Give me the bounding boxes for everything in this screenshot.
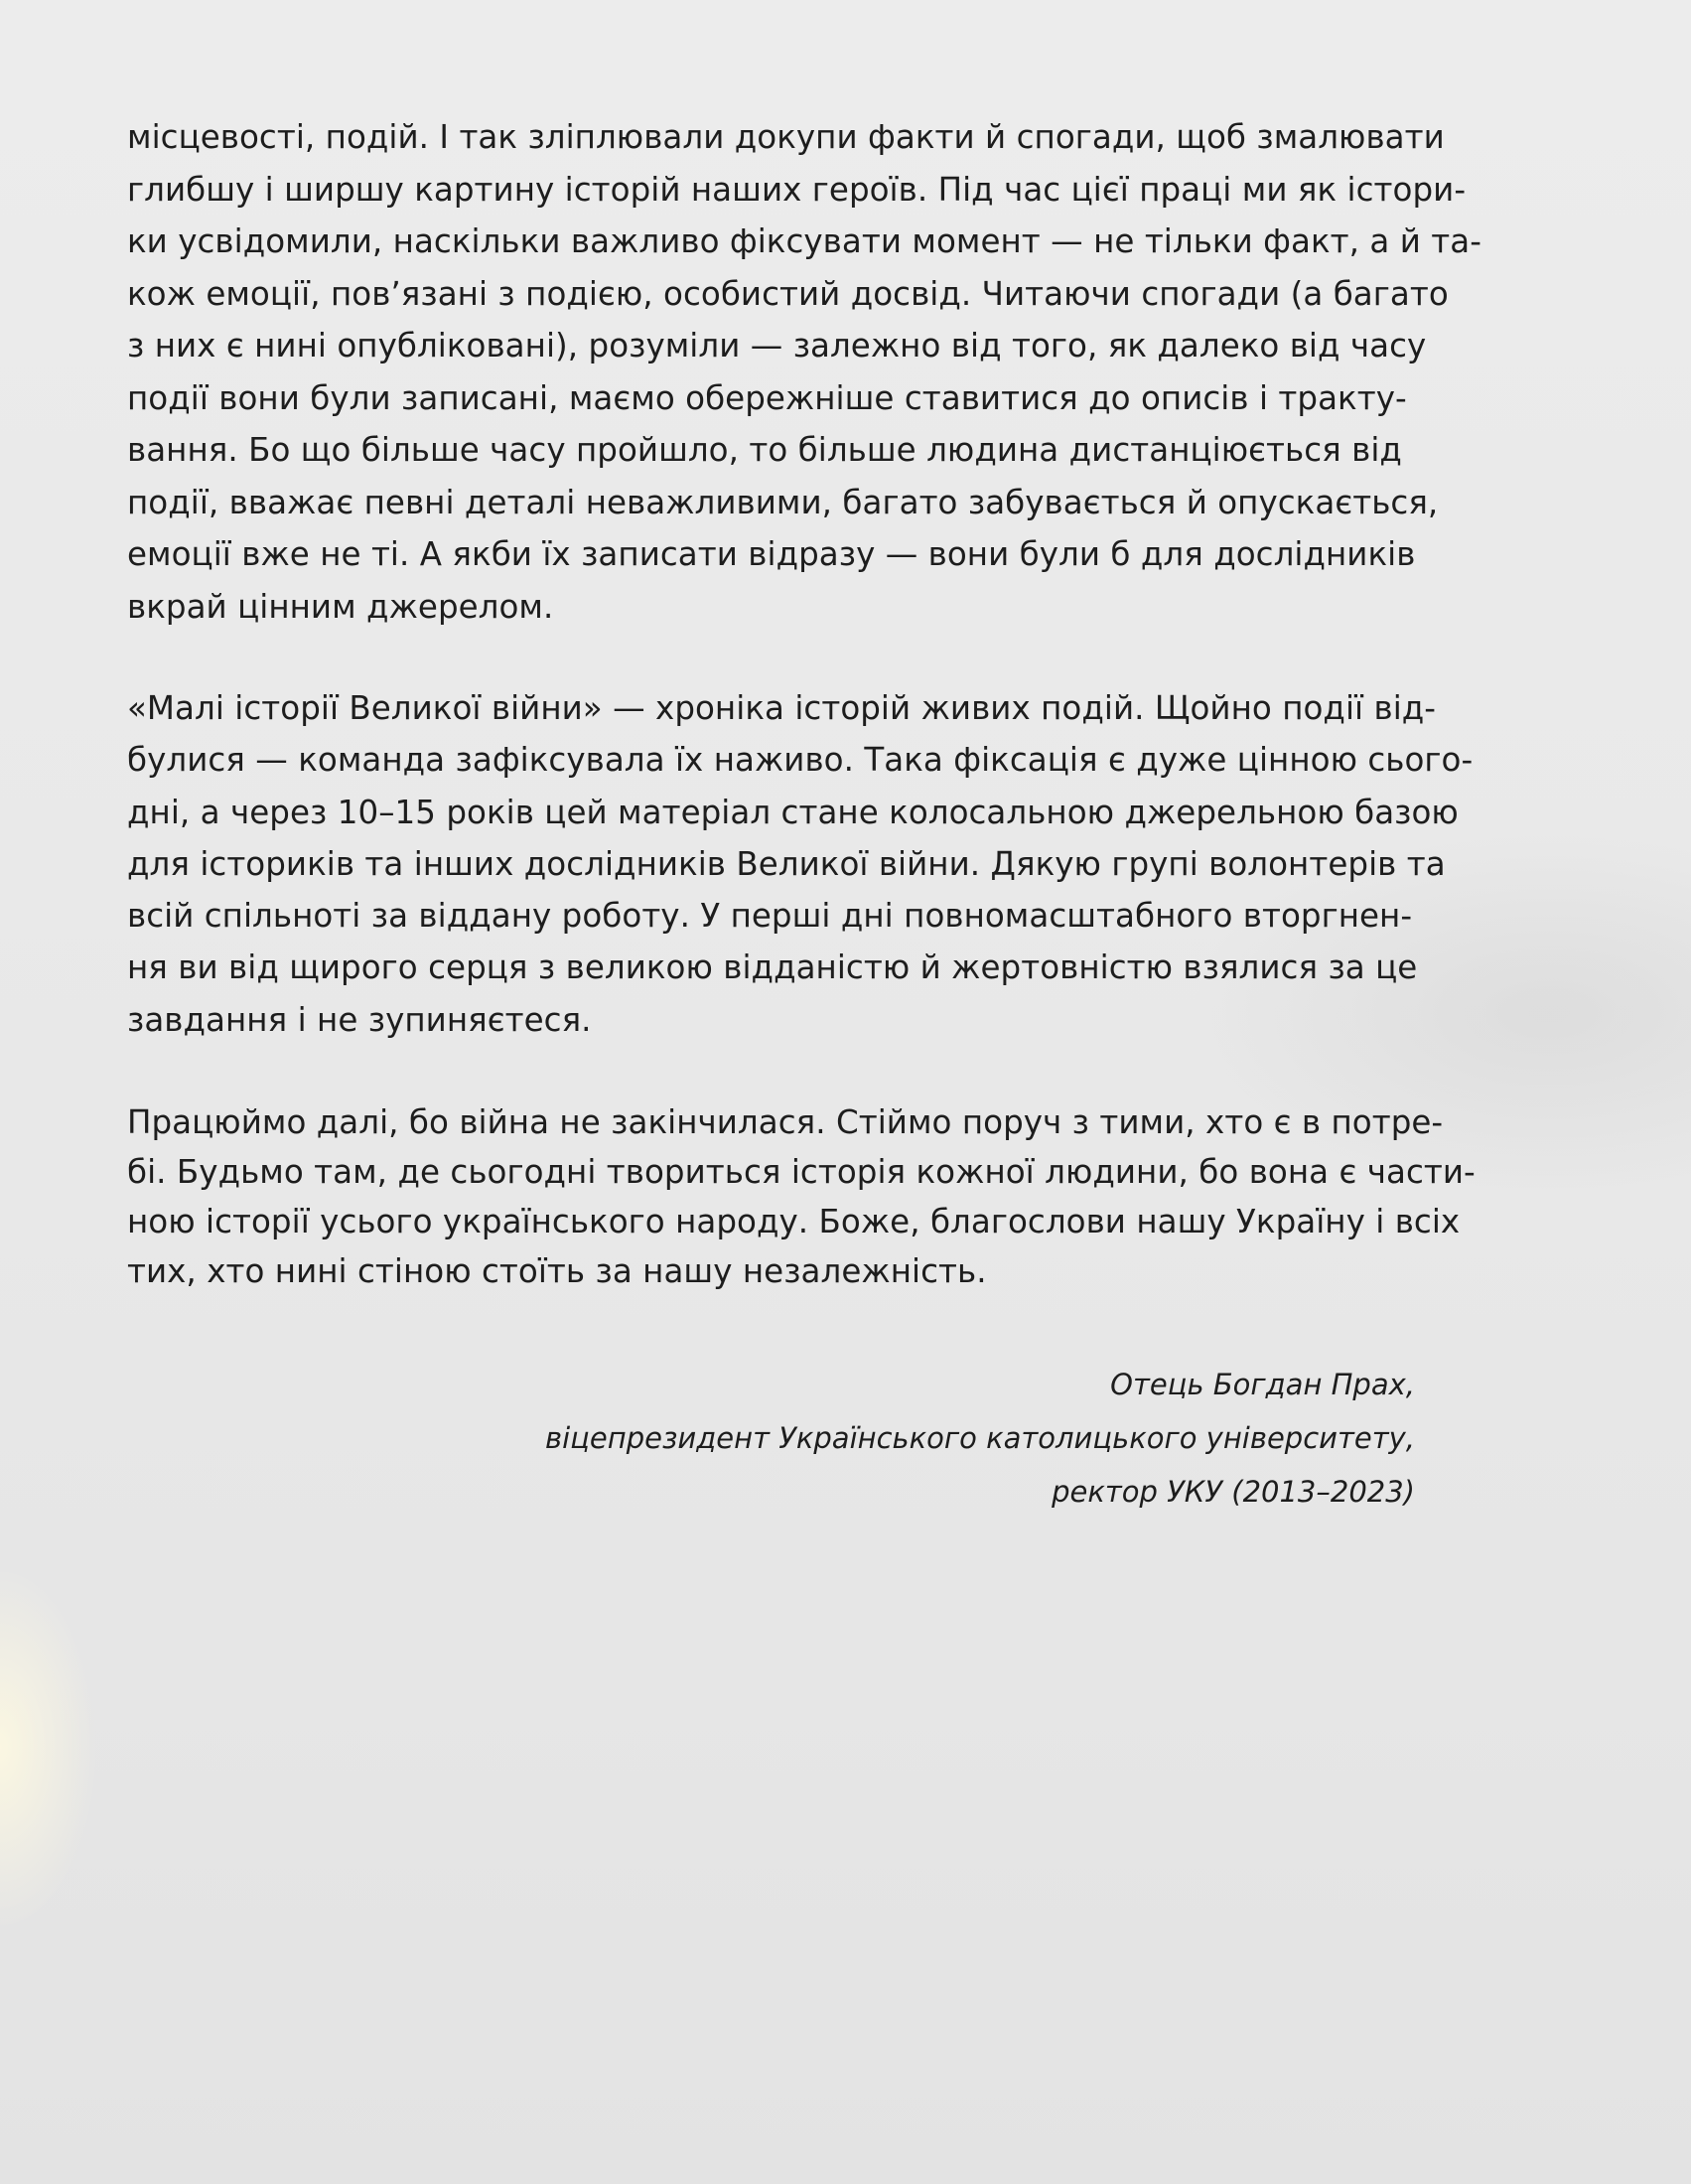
author-name: Отець Богдан Прах, (1110, 1368, 1415, 1401)
text-line: емоції вже не ті. А якби їх записати відразу — вони були б для дослідників (127, 535, 1416, 573)
author-position: віцепрезидент Українського католицького університету, (545, 1421, 1415, 1455)
author-title: ректор УКУ (2013–2023) (1052, 1475, 1415, 1509)
paragraph-3 (127, 1097, 1476, 1296)
text-line: тих, хто нині стіною стоїть за нашу незалежність. (127, 1252, 987, 1291)
body-text (127, 111, 1481, 1296)
text-line: бі. Будьмо там, де сьогодні твориться історія кожної людини, бо вона є части- (127, 1153, 1476, 1192)
text-line: завдання і не зупиняєтеся. (127, 1000, 592, 1039)
text-line: Працюймо далі, бо війна не закінчилася. Стіймо поруч з тими, хто є в потре- (127, 1103, 1444, 1142)
text-line: вання. Бо що більше часу пройшло, то більше людина дистанціюється від (127, 431, 1402, 469)
text-line: для істориків та інших дослідників Великої війни. Дякую групі волонтерів та (127, 844, 1446, 883)
text-line: вкрай цінним джерелом. (127, 587, 554, 626)
text-line: всій спільноті за віддану роботу. У перші дні повномасштабного вторгнен- (127, 897, 1413, 936)
text-line: булися — команда зафіксувала їх наживо. Така фіксація є дуже цінною сього- (127, 741, 1474, 780)
paragraph-1 (127, 111, 1481, 633)
text-line: глибшу і ширшу картину історій наших героїв. Під час цієї праці ми як істори- (127, 170, 1467, 209)
text-line: ня ви від щирого серця з великою відданістю й жертовністю взялися за це (127, 948, 1418, 987)
text-line: ки усвідомили, наскільки важливо фіксувати момент — не тільки факт, а й та- (127, 222, 1481, 260)
author-signature (545, 1358, 1415, 1519)
text-line: події, вважає певні деталі неважливими, багато забувається й опускається, (127, 483, 1439, 521)
text-line: з них є нині опубліковані), розуміли — залежно від того, як далеко від часу (127, 327, 1427, 364)
text-line: дні, а через 10–15 років цей матеріал стане колосальною джерельною базою (127, 793, 1459, 831)
text-line: «Малі історії Великої війни» — хроніка історій живих подій. Щойно події від- (127, 689, 1437, 727)
text-line: кож емоції, пов’язані з подією, особистий досвід. Читаючи спогади (а багато (127, 274, 1449, 313)
text-line: події вони були записані, маємо обережніше ставитися до описів і тракту- (127, 378, 1407, 417)
paragraph-2 (127, 682, 1474, 1046)
text-line: місцевості, подій. І так зліплювали докупи факти й спогади, щоб змалювати (127, 118, 1445, 156)
text-line: ною історії усього українського народу. Боже, благослови нашу Україну і всіх (127, 1203, 1461, 1241)
